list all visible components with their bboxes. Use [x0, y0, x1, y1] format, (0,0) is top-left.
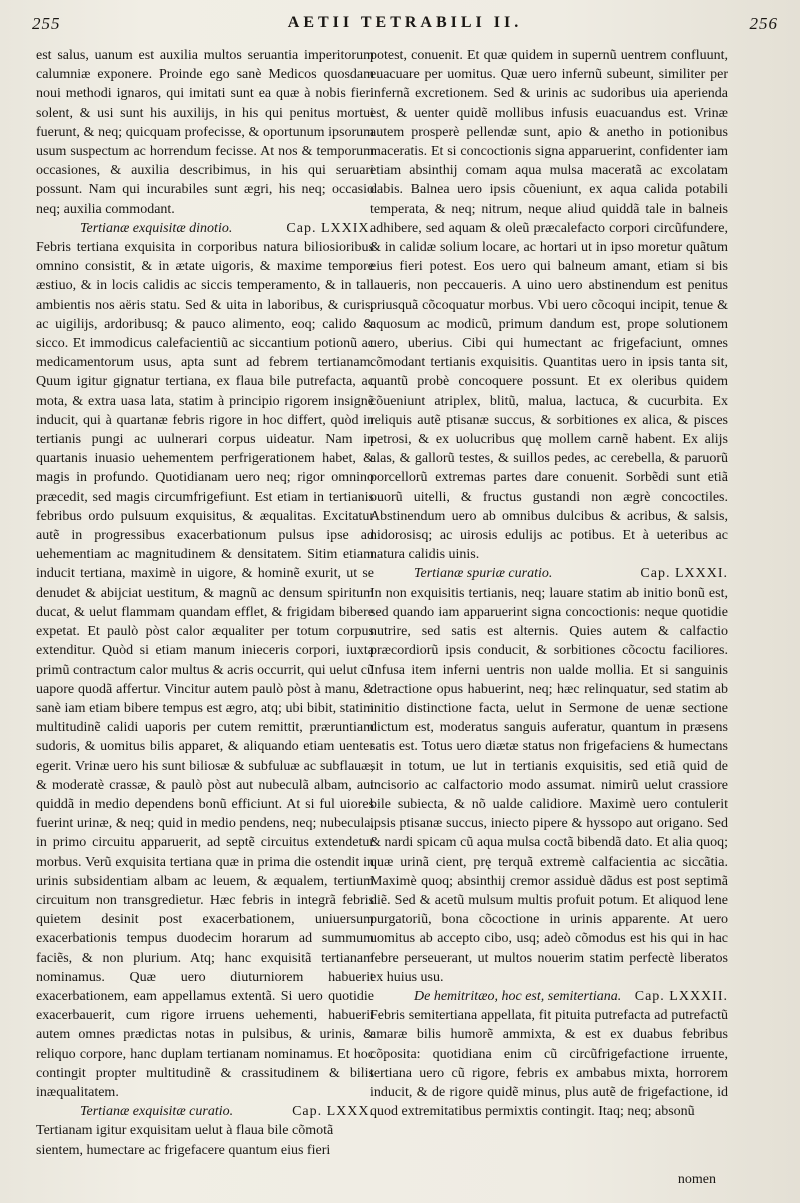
chapter-heading-79: [36, 219, 374, 238]
catchword: nomen: [677, 1172, 716, 1187]
chapter-title: Tertianæ exquisitæ curatio.: [80, 1104, 234, 1120]
chapter-number: Cap. LXXXI.: [640, 566, 728, 582]
chapter-heading-81: [370, 564, 728, 583]
paragraph-continuation: potest, conuenit. Et quæ quidem in supernũ uentrem confluunt, euacuare per uomitus. Quæ uero infernũ subeunt, similiter per infernã excretionem. Sed & urinis ac sudoribus uia aperienda est, & uenter quidẽ mollibus infusis euacuandus est. Vrinæ autem prosperè pellendæ sunt, apio & anetho in potionibus maceratis. Et si concoctionis signa apparuerint, confidenter iam etiam absinthij comam aqua mulsa maceratã ac excolatam dabis. Balnea uero ipsis cõueniunt, ex aqua calida potabili temperata, & neq; nitrum, neque aliud quiddã tale in balneis adhibere, sed aquam & oleũ præcalefacto corpori circũfundere, & in calidæ solium locare, ac hortari ut in ipso moretur quãtum eius fieri potest. Eos uero qui balneum amant, etiam si bis laueris, non peccaueris. A uino uero abstinendum est penitus priusquã cõcoquatur morbus. Vbi uero cõcoqui incipit, tenue & aquosum ac modicũ, primum dandum est, prope solutionem uero, uberius. Cibi qui humectant ac frigefaciunt, omnes cõmodant tertianis exquisitis. Quantitas uero in ipsis tanta sit, quantũ probè concoquere possunt. Et ex oleribus quidem cõueniunt atriplex, blitũ, malua, lactuca, & cucurbita. Ex reliquis autẽ ptisanæ succus, & sorbitiones ex alica, & pisces petrosi, & ex uolucribus quę mollem carnẽ habent. Ex alijs alas, & gallorũ testes, & suillos pedes, ac cerebella, & paruorũ porcellorũ extremas partes dare conuenit. Sorbẽdi sunt etiã ouorũ uitelli, & fructus gustandi non ægrè concoctiles. Abstinendum uero ab omnibus dulcibus & acribus, & salsis, nidorosisq; ac uirosis edulijs ac potibus. Et à ueteribus ac natura calidis uinis.: [370, 48, 728, 563]
running-title: AETII TETRABILI II.: [287, 14, 523, 31]
chapter-title: Tertianæ spuriæ curatio.: [414, 566, 553, 582]
paragraph-chapter-82: Febris semitertiana appellata, fit pituita putrefacta ad putrefactũ amaræ bilis humorẽ ammixta, & est ex duabus febribus cõposita: quotidiana enim cũ circũfrigefactione irruente, tertiana uero cũ rigore, febris ex ambabus mixta, horrorem inducit, & de rigore quidẽ minus, plus autẽ de frigefactione, id quod extremitatibus permixtis contingit. Itaq; neq; absonũ: [370, 1008, 728, 1120]
chapter-number: Cap. LXXXII.: [634, 988, 728, 1004]
chapter-heading-82: [370, 987, 728, 1006]
chapter-number: Cap. LXXX.: [292, 1104, 374, 1120]
running-header: [32, 12, 778, 44]
chapter-heading-80: [36, 1102, 374, 1121]
page-number-right: 256: [749, 14, 778, 33]
right-column: [370, 46, 728, 1196]
paragraph-intro: est salus, uanum est auxilia multos seruantia imperitorum calumniæ exponere. Proinde ego sanè Medicos quosdam noui methodi ignaros, qui imitati sunt ea quæ à nobis fieri solent, & usi sunt his auxilijs, in his qui penitus mortui fuerunt, & neq; quicquam profecisse, & oportunum ipsorum usum suspectum ac horrendum fecisse. At nos & temporum occasiones, & auxilia describimus, in his qui seruari possunt. Nam qui incurabiles sunt ægri, his neq; occasio neq; auxilia commodant.: [36, 48, 374, 217]
paragraph-chapter-81: In non exquisitis tertianis, neq; lauare statim ab initio bonũ est, sed quando iam apparuerint signa concoctionis: neque quotidie nutrire, sed satis est alternis. Quies autem & calfactio præcordiorũ ipsis conducit, & sorbitiones cõcoctu faciliores. Infusa item inferni uentris non ualde mollia. Et si sanguinis detractione opus habuerint, neq; hæc relinquatur, sed statim ab initio distinctione facta, uelut in Sermone de uenæ sectione dictum est, moderatus sanguis auferatur, quantum in præsens satis est. Totus uero diætæ status non frigefaciens & humectans sit in totum, ue lut in tertianis exquisitis, sed etiã quid de incisorio ac calfactorio modo assumat. nimirũ uelut crassiore bile subiecta, & nõ ualde calidiore. Maximè uero contulerit ipsis ptisanæ succus, iniecto pipere & hyssopo aut origano. Sed & nardi spicam cũ aqua mulsa coctã bibendã dato. Et alia quoq; quæ urinã cient, prę terquã extremè calfacientia ac siccãtia. Maximè quoq; absinthij cremor assiduè dãdus est post septimã diẽ. Sed & acetũ mulsum multis profuit potum. Et aliquod lene purgatoriũ, bona cõcoctione in urinis apparente. At uero uomitus ab accepto cibo, usq; adeò cõmodus est his qui in hac febre perseuerant, ut multos nouerim statim perfectè liberatos ex huius usu.: [370, 585, 728, 985]
chapter-title: Tertianæ exquisitæ dinotio.: [80, 220, 233, 236]
chapter-number: Cap. LXXIX.: [286, 220, 374, 236]
page-number-left: 255: [32, 14, 61, 33]
paragraph-chapter-79: Febris tertiana exquisita in corporibus natura biliosioribus omnino consistit, & in ætate uigoris, & maxime tempore æstiuo, & in locis calidis ac siccis temperamento, & in tali ambientis nos aëris statu. Sed & uita in laboribus, & curis, ac uigilijs, ardoribusq; & pauco alimento, eoq; calido & sicco. Et immodicus calefacientiũ ac siccantium potionũ ac medicamentorum usus, apta sunt ad febrem tertianam. Quum igitur gignatur tertiana, ex flaua bile putrefacta, ac mota, & extra uasa lata, statim à principio rigorem insignẽ inducit, qui à quartanæ febris rigore in hoc differt, quòd in tertianis pungi ac uulnerari corpus uideatur. Nam in quartanis inuasio uehementem perfrigerationem habet, & magis in profundo. Quotidianam uero neq; rigor omnino præcedit, sed magis circumfrigefiunt. Est etiam in tertianis febribus ordo pulsuum exquisitus, & æqualitas. Excitatur autẽ in progressibus exacerbationum pulsus ipse ad uehementiam ac magnitudinem & densitatem. Sitim etiam inducit tertiana, maximè in uigore, & hominẽ exurit, ut se denudet & abijciat uestitum, & magnũ ac densum spiritum ducat, & uelut flammam quandam efflet, & frigidam bibere expetat. Et paulò pòst calor æqualiter per totum corpus extenditur. Quòd si etiam manum inieceris corpori, iuxta primũ contractum calor multus & acris occurrit, qui uelut cũ uapore quodã affertur. Vincitur autem paulò pòst à manu, & sanè iam etiam bibere tempus est ægro, atq; ubi bibit, statim multitudinẽ calidi uaporis per cutem remittit, præruntiam sudoris, & uomitus bilis apparet, & aliquando etiam uenter egerit. Vrinæ uero his sunt biliosæ & subfuluæ ac subflauæ, & moderatè crassæ, & paulò pòst aut nubeculã albam, aut quiddã in medio dependens bonũ efficiunt. At si ful uiores fuerint urinæ, & neq; quid in medio pendens, neq; nubecula, in primo circuitu apparuerit, ad septẽ circuitus extendetur morbus. Verũ exquisita tertiana quæ in prima die ostendit in urinis subsidentiam albam ac leuem, & æqualem, tertium circuitum non transgredietur. Hæc febris in integrã febris quietem desinit post exacerbationem, uniuersum exacerbationis tempus duodecim horarum ad summum faciẽs, & non plurium. Atq; hanc exquisitã tertianam nominamus. Quæ uero diuturniorem habuerit exacerbationem, eam appellamus extentã. Si uero quotidie exacerbauerit, cum rigore irruens uehementi, habuerit autem omnes prædictas notas in pulsibus, & urinis, & reliquo corpore, hanc duplam tertianam nominamus. Et hoc contingit propter multitudinẽ & crassitudinem & bilis inæqualitatem.: [36, 240, 374, 1100]
paragraph-chapter-80: Tertianam igitur exquisitam uelut à flaua bile cõmotã sientem, humectare ac frigefacere quantum eius fieri: [36, 1123, 334, 1158]
chapter-title: De hemitritæo, hoc est, semitertiana.: [414, 988, 622, 1004]
left-column: [36, 46, 374, 1196]
